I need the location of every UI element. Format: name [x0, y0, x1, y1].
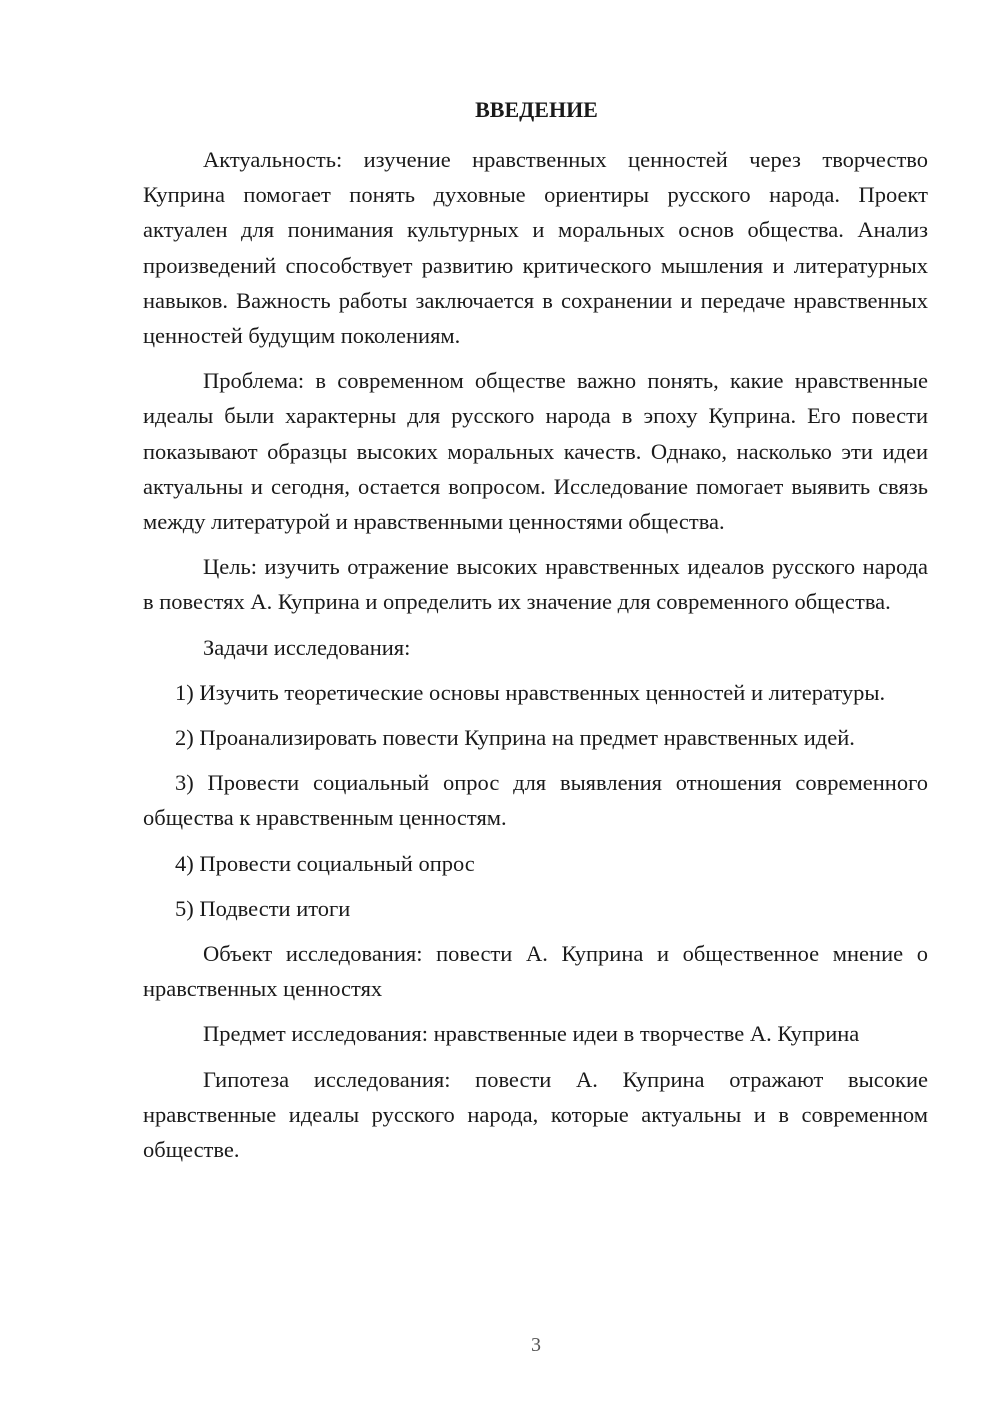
page-title: ВВЕДЕНИЕ	[475, 97, 598, 122]
problem-paragraph: Проблема: в современном обществе важно понять, какие нравственные идеалы были характерны для русского народа в эпоху Куприна. Его повести показывают образцы высоких моральных качеств. Однако, насколько эти идеи актуальны и сегодня, остается вопросом. Исследование помогает выявить связь между литературой и нравственными ценностями общества.	[143, 368, 928, 535]
hypothesis-paragraph: Гипотеза исследования: повести А. Куприна отражают высокие нравственные идеалы русского народа, которые актуальны и в современном обществе.	[143, 1066, 928, 1163]
task-item-2: 2) Проанализировать повести Куприна на предмет нравственных идей.	[175, 725, 855, 751]
subject-paragraph: Предмет исследования: нравственные идеи в творчестве А. Куприна	[203, 1021, 860, 1047]
tasks-heading: Задачи исследования:	[203, 634, 411, 660]
task-item-1: 1) Изучить теоретические основы нравственных ценностей и литературы.	[175, 679, 886, 705]
page-number: 3	[531, 1334, 541, 1356]
relevance-paragraph: Актуальность: изучение нравственных ценностей через творчество Куприна помогает понять духовные ориентиры русского народа. Проект актуален для понимания культурных и моральных основ общества. Анализ произведений способствует развитию критического мышления и литературных навыков. Важность работы заключается в сохранении и передаче нравственных ценностей будущим поколениям.	[143, 147, 928, 349]
task-item-3: 3) Провести социальный опрос для выявления отношения современного общества к нравственным ценностям.	[143, 770, 928, 831]
document-page	[143, 92, 928, 1167]
goal-paragraph: Цель: изучить отражение высоких нравственных идеалов русского народа в повестях А. Куприна и определить их значение для современного общества.	[143, 554, 928, 615]
task-item-4: 4) Провести социальный опрос	[175, 850, 475, 876]
object-paragraph: Объект исследования: повести А. Куприна и общественное мнение о нравственных ценностях	[143, 941, 928, 1002]
task-item-5: 5) Подвести итоги	[175, 895, 351, 921]
